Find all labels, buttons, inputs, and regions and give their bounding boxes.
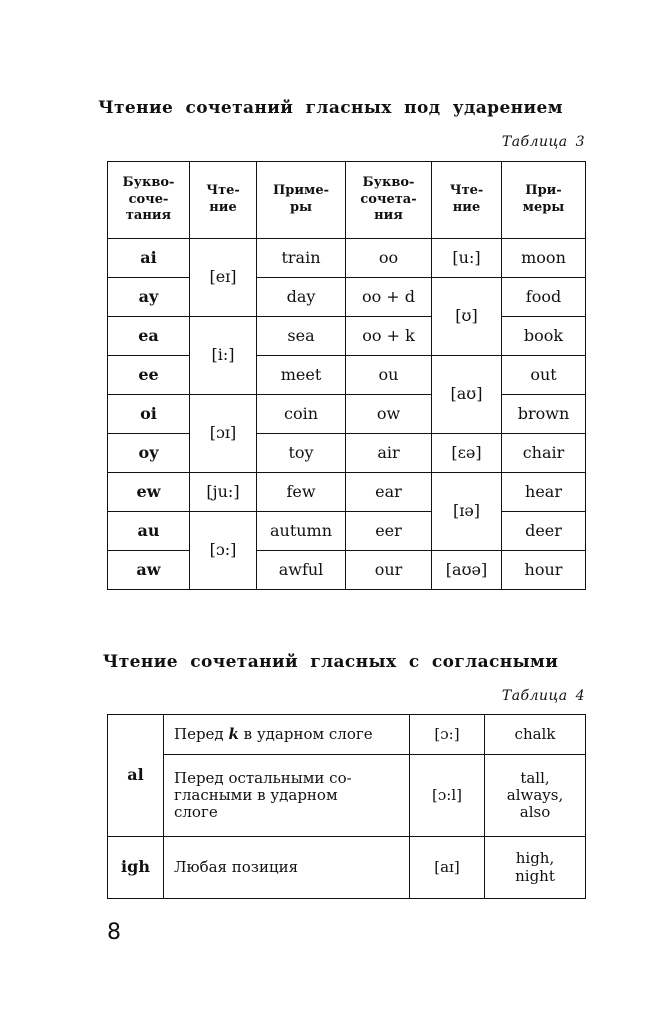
example-cell: meet — [257, 356, 346, 395]
combo-cell: oo + d — [346, 278, 432, 317]
example-cell: hour — [502, 551, 586, 590]
table-row — [108, 715, 586, 755]
table4-title: Чтение сочетаний гласных с согласными — [102, 652, 559, 672]
example-cell: food — [502, 278, 586, 317]
combo-cell: ay — [108, 278, 190, 317]
position-cell: Перед остальными со- гласными в ударном слоге — [164, 755, 410, 837]
combo-cell: au — [108, 512, 190, 551]
vowel-consonant-table — [107, 714, 586, 899]
reading-cell: [ju:] — [190, 473, 257, 512]
reading-cell: [ɔ:] — [410, 715, 485, 755]
table-row — [108, 434, 586, 473]
combo-cell: al — [108, 715, 164, 837]
reading-cell: [ʊ] — [432, 278, 502, 356]
example-cell: chair — [502, 434, 586, 473]
example-cell: brown — [502, 395, 586, 434]
reading-cell: [aɪ] — [410, 837, 485, 899]
example-cell: sea — [257, 317, 346, 356]
table-row — [108, 837, 586, 899]
example-cell: moon — [502, 239, 586, 278]
table4-caption: Таблица 4 — [501, 688, 585, 704]
combo-cell: ow — [346, 395, 432, 434]
reading-cell: [aʊ] — [432, 356, 502, 434]
combo-cell: ai — [108, 239, 190, 278]
combo-cell: air — [346, 434, 432, 473]
reading-cell: [eɪ] — [190, 239, 257, 317]
table-row — [108, 473, 586, 512]
combo-cell: ou — [346, 356, 432, 395]
header-cell: Букво- сочета- ния — [346, 162, 432, 239]
example-cell: toy — [257, 434, 346, 473]
combo-cell: ea — [108, 317, 190, 356]
header-cell: При- меры — [502, 162, 586, 239]
example-cell: few — [257, 473, 346, 512]
table-row — [108, 395, 586, 434]
table-header-row — [108, 162, 586, 239]
example-cell: awful — [257, 551, 346, 590]
table-row — [108, 551, 586, 590]
header-cell: Чте- ние — [432, 162, 502, 239]
example-cell: train — [257, 239, 346, 278]
position-cell: Перед k в ударном слоге — [164, 715, 410, 755]
table-row — [108, 512, 586, 551]
reading-cell: [ɔɪ] — [190, 395, 257, 473]
example-cell: out — [502, 356, 586, 395]
table-row — [108, 278, 586, 317]
vowel-combinations-table — [107, 161, 586, 590]
example-cell: hear — [502, 473, 586, 512]
header-cell: Чте- ние — [190, 162, 257, 239]
reading-cell: [ɪə] — [432, 473, 502, 551]
table3-caption: Таблица 3 — [501, 134, 585, 150]
combo-cell: ear — [346, 473, 432, 512]
combo-cell: our — [346, 551, 432, 590]
combo-cell: aw — [108, 551, 190, 590]
example-cell: deer — [502, 512, 586, 551]
table-row — [108, 356, 586, 395]
example-cell: chalk — [485, 715, 586, 755]
reading-cell: [i:] — [190, 317, 257, 395]
combo-cell: oo — [346, 239, 432, 278]
combo-cell: oy — [108, 434, 190, 473]
example-cell: autumn — [257, 512, 346, 551]
combo-cell: igh — [108, 837, 164, 899]
example-cell: high, night — [485, 837, 586, 899]
example-cell: day — [257, 278, 346, 317]
table-row — [108, 239, 586, 278]
combo-cell: eer — [346, 512, 432, 551]
position-cell: Любая позиция — [164, 837, 410, 899]
combo-cell: oi — [108, 395, 190, 434]
header-cell: Приме- ры — [257, 162, 346, 239]
example-cell: coin — [257, 395, 346, 434]
combo-cell: ee — [108, 356, 190, 395]
combo-cell: ew — [108, 473, 190, 512]
header-cell: Букво- соче- тания — [108, 162, 190, 239]
table-row — [108, 755, 586, 837]
table-row — [108, 317, 586, 356]
example-cell: book — [502, 317, 586, 356]
page-number: 8 — [107, 920, 121, 945]
reading-cell: [ɔ:] — [190, 512, 257, 590]
combo-cell: oo + k — [346, 317, 432, 356]
example-cell: tall, always, also — [485, 755, 586, 837]
reading-cell: [aʊə] — [432, 551, 502, 590]
reading-cell: [ɔ:l] — [410, 755, 485, 837]
reading-cell: [ɛə] — [432, 434, 502, 473]
table3-title: Чтение сочетаний гласных под ударением — [98, 98, 563, 118]
reading-cell: [u:] — [432, 239, 502, 278]
